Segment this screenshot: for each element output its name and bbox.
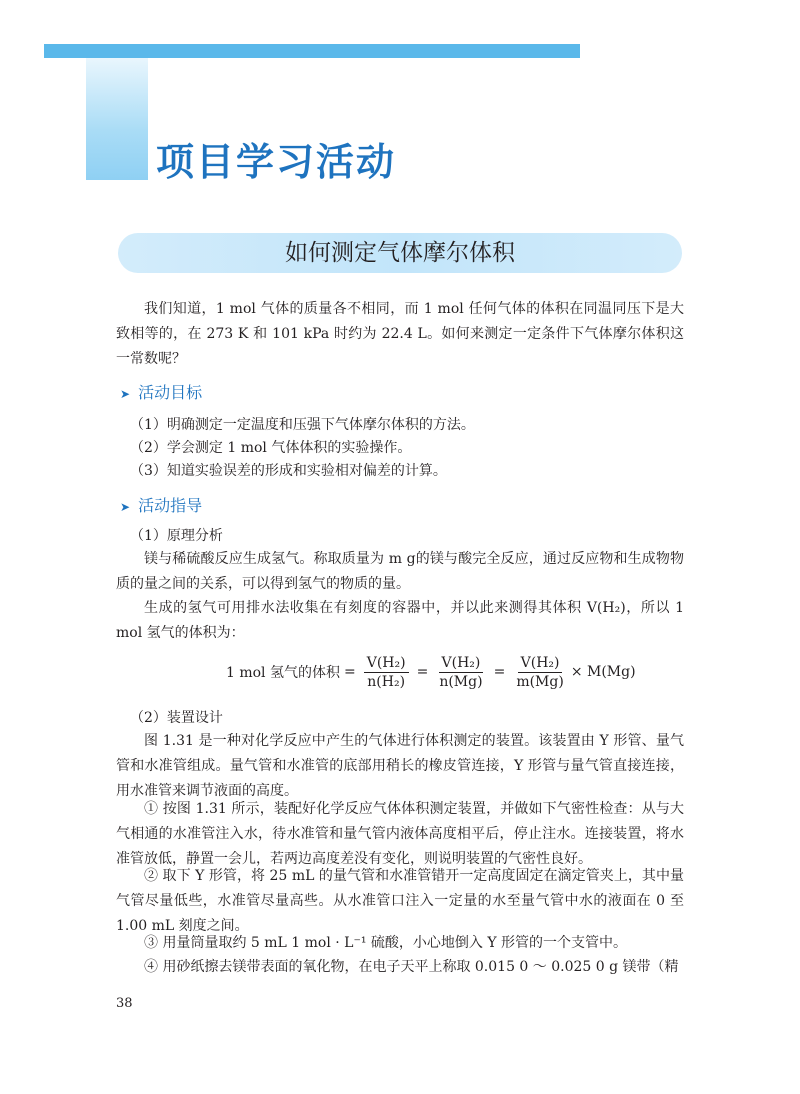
step-1-paragraph: ① 按图 1.31 所示，装配好化学反应气体体积测定装置，并做如下气密性检查：从与大气相通的水准管注入水，待水准管和量气管内液体高度相平后，停止注水。连接装置，将水准管放低，静置一会儿，若两边高度差没有变化，则说明装置的气密性良好。: [116, 801, 684, 867]
fraction-denominator: n(Mg): [439, 673, 483, 690]
guide-heading-text: 活动指导: [138, 496, 203, 515]
step-4-paragraph: ④ 用砂纸擦去镁带表面的氧化物，在电子天平上称取 0.015 0 ～ 0.025 0 g 镁带（精: [144, 959, 679, 975]
fraction-numerator: V(H₂): [364, 654, 409, 673]
fraction-1: [364, 654, 409, 691]
arrow-bullet-icon: ➤: [120, 500, 131, 514]
formula-tail: × M(Mg): [570, 664, 636, 680]
goal-item: （3）知道实验误差的形成和实验相对偏差的计算。: [130, 463, 447, 479]
step-3-paragraph: ③ 用量筒量取约 5 mL 1 mol · L⁻¹ 硫酸，小心地倒入 Y 形管的一个支管中。: [144, 935, 628, 951]
goals-heading: [120, 382, 202, 405]
volume-paragraph: 生成的氢气可用排水法收集在有刻度的容器中，并以此来测得其体积 V(H₂)，所以 1 mol 氢气的体积为：: [116, 600, 684, 641]
chapter-title: 项目学习活动: [156, 140, 397, 184]
fraction-denominator: n(H₂): [367, 673, 406, 690]
fraction-2: [436, 654, 485, 691]
fraction-3: [513, 654, 567, 691]
activity-banner: [118, 233, 682, 273]
goals-heading-text: 活动目标: [138, 383, 203, 402]
page-number: 38: [116, 996, 133, 1011]
left-decor-block: [86, 58, 148, 180]
subsection-apparatus: （2）装置设计: [130, 710, 223, 726]
molar-volume-formula: 1 mol 氢气的体积 = $\frac{\text{V(H₂)}}{\text{n(H₂)}}$ = $\frac{\text{V(H₂)}}{n(Mg)}$ = $\frac{\text{V(H₂)}}{m(Mg)}$ × M(Mg): [226, 654, 636, 690]
guide-heading: [120, 495, 202, 518]
subsection-principle: （1）原理分析: [130, 528, 223, 544]
goal-item: （1）明确测定一定温度和压强下气体摩尔体积的方法。: [130, 417, 475, 433]
step-2-paragraph: ② 取下 Y 形管，将 25 mL 的量气管和水准管错开一定高度固定在滴定管夹上，其中量气管尽量低些，水准管尽量高些。从水准管口注入一定量的水至量气管中水的液面在 0 至 1.00 mL 刻度之间。: [116, 868, 684, 934]
fraction-denominator: m(Mg): [516, 673, 564, 690]
top-decor-bar: [44, 44, 580, 58]
intro-paragraph: 我们知道，1 mol 气体的质量各不相同，而 1 mol 任何气体的体积在同温同压下是大致相等的，在 273 K 和 101 kPa 时约为 22.4 L。如何来测定一定条件下气体摩尔体积这一常数呢？: [116, 301, 684, 367]
formula-lhs: 1 mol 氢气的体积: [226, 665, 340, 681]
goal-item: （2）学会测定 1 mol 气体体积的实验操作。: [130, 440, 412, 456]
fraction-numerator: V(H₂): [518, 654, 563, 673]
fraction-numerator: V(H₂): [439, 654, 484, 673]
apparatus-paragraph: 图 1.31 是一种对化学反应中产生的气体进行体积测定的装置。该装置由 Y 形管、量气管和水准管组成。量气管和水准管的底部用稍长的橡皮管连接，Y 形管与量气管直接连接，用水准管来调节液面的高度。: [116, 733, 684, 799]
arrow-bullet-icon: ➤: [120, 387, 131, 401]
activity-title: 如何测定气体摩尔体积: [285, 240, 515, 266]
principle-paragraph: 镁与稀硫酸反应生成氢气。称取质量为 m g的镁与酸完全反应，通过反应物和生成物物质的量之间的关系，可以得到氢气的物质的量。: [116, 551, 684, 592]
